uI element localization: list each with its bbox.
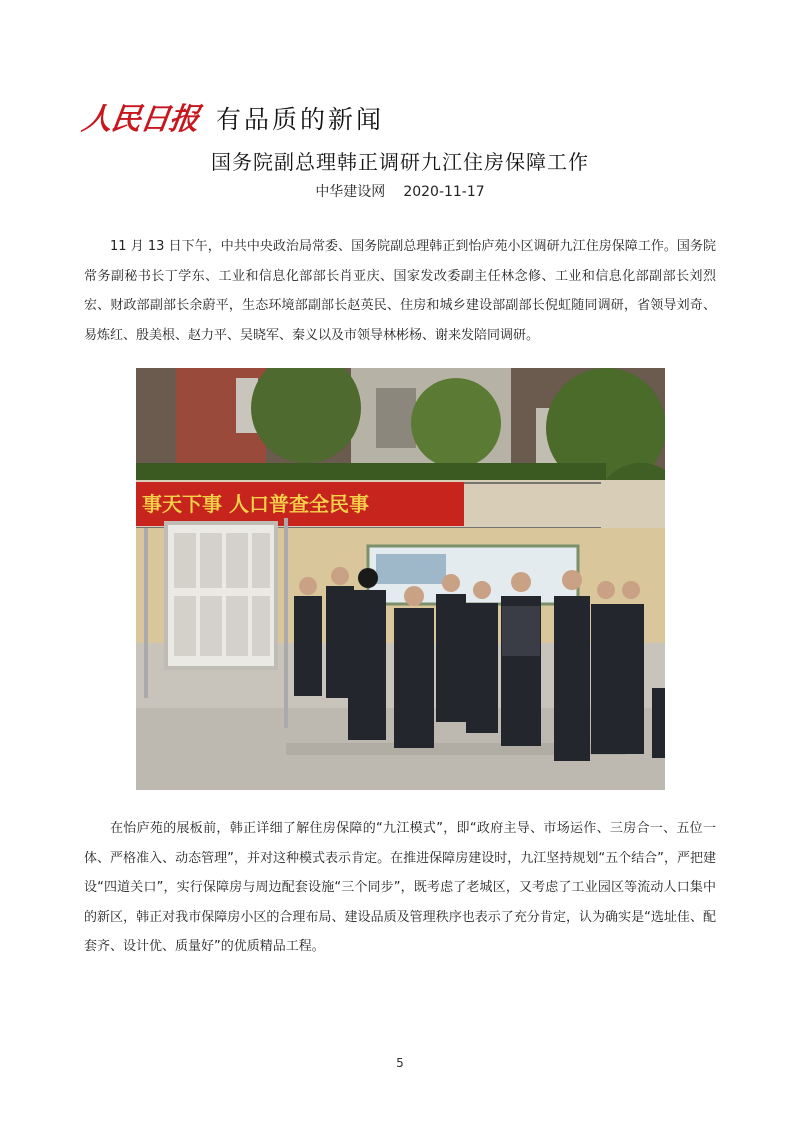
article-date: 2020-11-17 [403,184,485,200]
article-byline [0,180,800,204]
article-source: 中华建设网 [315,184,386,200]
article-title: 国务院副总理韩正调研九江住房保障工作 [211,150,589,174]
masthead-slogan: 有品质的新闻 [216,105,385,134]
photo-banner-text: 事天下事 人口普查全民事 [142,492,369,516]
article-paragraph-1: 11 月 13 日下午，中共中央政治局常委、国务院副总理韩正到怡庐苑小区调研九江住房保障工作。国务院常务副秘书长丁学东、工业和信息化部部长肖亚庆、国家发改委副主任林念修、工业和信息化部副部长刘烈宏、财政部副部长余蔚平，生态环境部副部长赵英民、住房和城乡建设部副部长倪虹随同调研，省领导刘奇、易炼红、殷美根、赵力平、吴晓军、秦义以及市领导林彬杨、谢来发陪同调研。 [84,239,716,343]
masthead [79,100,385,140]
newspaper-logo: 人民日报 [79,102,201,137]
article-photo [136,368,665,790]
article-paragraph-2: 在怡庐苑的展板前，韩正详细了解住房保障的“九江模式”，即“政府主导、市场运作、三房合一、五位一体、严格准入、动态管理”，并对这种模式表示肯定。在推进保障房建设时，九江坚持规划“五个结合”，严把建设“四道关口”，实行保障房与周边配套设施“三个同步”，既考虑了老城区，又考虑了工业园区等流动人口集中的新区，韩正对我市保障房小区的合理布局、建设品质及管理秩序也表示了充分肯定，认为确实是“选址佳、配套齐、设计优、质量好”的优质精品工程。 [84,821,716,954]
page-number: 5 [396,1056,404,1070]
